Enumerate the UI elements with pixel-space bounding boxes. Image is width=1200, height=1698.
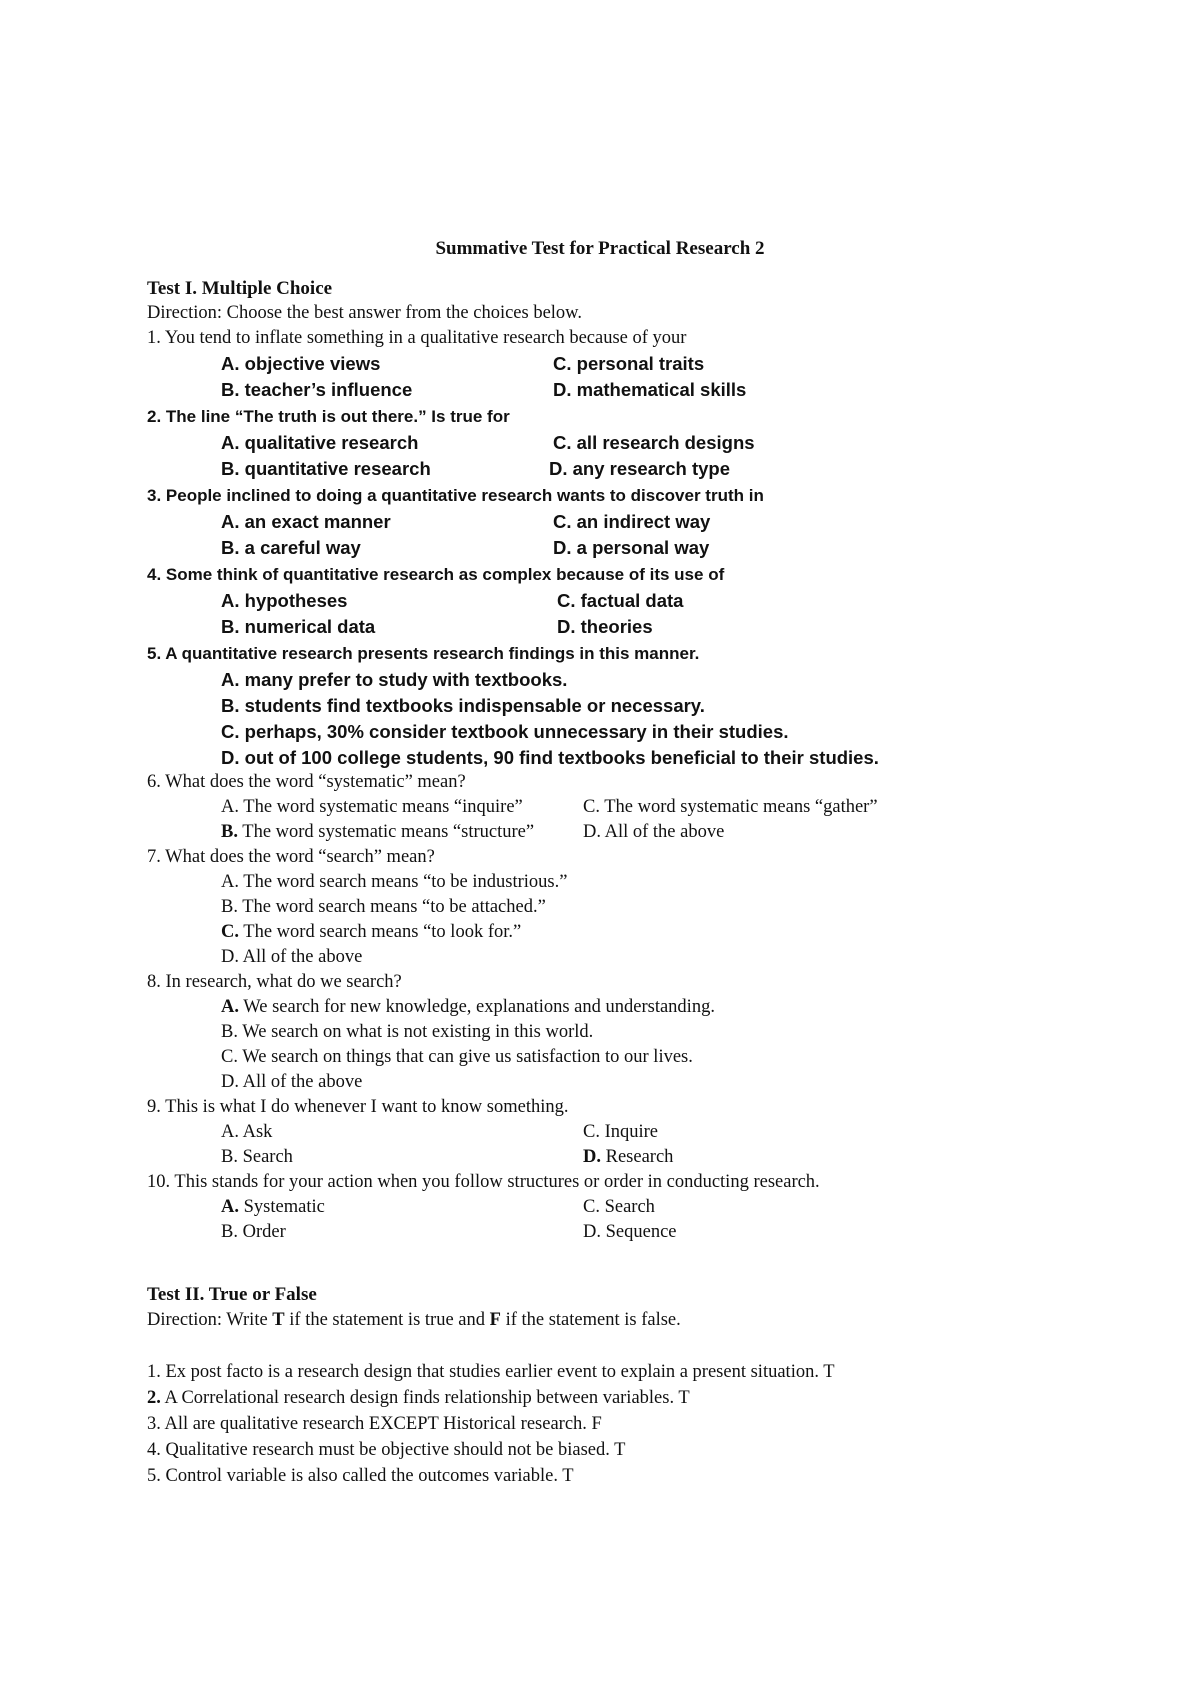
tf-item xyxy=(147,1412,602,1436)
q6-option-d: D. All of the above xyxy=(583,822,725,842)
q2-option-a: A. qualitative research xyxy=(221,432,419,453)
q10-option-c: C. Search xyxy=(583,1197,655,1217)
tf-item-number: 5. xyxy=(147,1466,161,1486)
q4-option-b: B. numerical data xyxy=(221,616,376,637)
q7-option-c-text: The word search means “to look for.” xyxy=(243,922,522,942)
q7-answer-letter: C. xyxy=(221,922,239,942)
question-3: 3. People inclined to doing a quantitative research wants to discover truth in xyxy=(147,486,764,505)
q8-option-b: B. We search on what is not existing in this world. xyxy=(221,1022,594,1042)
tf-item-text: All are qualitative research EXCEPT Historical research. F xyxy=(160,1414,602,1434)
q7-option-c xyxy=(221,920,521,944)
q9-option-c: C. Inquire xyxy=(583,1122,659,1142)
q8-option-d: D. All of the above xyxy=(221,1072,363,1092)
q9-option-d xyxy=(583,1145,673,1169)
tf-item-number: 1. xyxy=(147,1362,161,1382)
tf-item-number: 2. xyxy=(147,1388,161,1408)
q6-option-b xyxy=(221,820,534,844)
q7-option-b: B. The word search means “to be attached.” xyxy=(221,897,546,917)
tf-item-text: A Correlational research design finds relationship between variables. T xyxy=(160,1388,690,1408)
question-1: 1. You tend to inflate something in a qualitative research because of your xyxy=(147,328,687,348)
direction-text-3: if the statement is false. xyxy=(500,1310,681,1330)
false-letter: F xyxy=(489,1310,501,1330)
q3-option-d: D. a personal way xyxy=(553,537,710,558)
question-4: 4. Some think of quantitative research as complex because of its use of xyxy=(147,565,725,584)
tf-item xyxy=(147,1386,690,1410)
test2-direction xyxy=(147,1308,681,1332)
q8-option-a xyxy=(221,995,715,1019)
q3-option-a: A. an exact manner xyxy=(221,511,391,532)
tf-item xyxy=(147,1464,574,1488)
tf-item-number: 3. xyxy=(147,1414,161,1434)
question-5: 5. A quantitative research presents research findings in this manner. xyxy=(147,644,700,663)
q3-option-b: B. a careful way xyxy=(221,537,361,558)
tf-item-text: Ex post facto is a research design that studies earlier event to explain a present situation. T xyxy=(160,1362,835,1382)
q1-option-d: D. mathematical skills xyxy=(553,379,747,400)
q9-answer-letter: D. xyxy=(583,1147,601,1167)
q5-option-b: B. students find textbooks indispensable or necessary. xyxy=(221,695,705,716)
q7-option-d: D. All of the above xyxy=(221,947,363,967)
test1-direction: Direction: Choose the best answer from the choices below. xyxy=(147,303,582,323)
question-2: 2. The line “The truth is out there.” Is true for xyxy=(147,407,510,426)
q2-option-c: C. all research designs xyxy=(553,432,755,453)
q5-option-a: A. many prefer to study with textbooks. xyxy=(221,669,568,690)
question-7: 7. What does the word “search” mean? xyxy=(147,847,435,867)
q7-option-a: A. The word search means “to be industrious.” xyxy=(221,872,568,892)
q10-option-a xyxy=(221,1195,325,1219)
tf-item xyxy=(147,1438,625,1462)
q4-option-d: D. theories xyxy=(557,616,653,637)
q10-option-d: D. Sequence xyxy=(583,1222,677,1242)
q1-option-b: B. teacher’s influence xyxy=(221,379,413,400)
q10-answer-letter: A. xyxy=(221,1197,239,1217)
direction-text-2: if the statement is true and xyxy=(284,1310,490,1330)
q6-option-b-text: The word systematic means “structure” xyxy=(242,822,535,842)
question-6: 6. What does the word “systematic” mean? xyxy=(147,772,466,792)
q9-option-d-text: Research xyxy=(605,1147,674,1167)
q5-option-d: D. out of 100 college students, 90 find textbooks beneficial to their studies. xyxy=(221,747,879,768)
page-title: Summative Test for Practical Research 2 xyxy=(435,238,765,259)
q10-option-a-text: Systematic xyxy=(243,1197,325,1217)
q9-option-b: B. Search xyxy=(221,1147,293,1167)
q8-option-c: C. We search on things that can give us satisfaction to our lives. xyxy=(221,1047,693,1067)
q3-option-c: C. an indirect way xyxy=(553,511,711,532)
q6-option-c: C. The word systematic means “gather” xyxy=(583,797,878,817)
tf-item xyxy=(147,1360,835,1384)
q4-option-c: C. factual data xyxy=(557,590,684,611)
q6-answer-letter: B. xyxy=(221,822,238,842)
tf-item-text: Qualitative research must be objective should not be biased. T xyxy=(160,1440,626,1460)
question-10: 10. This stands for your action when you follow structures or order in conducting research. xyxy=(147,1172,820,1192)
q8-answer-letter: A. xyxy=(221,997,239,1017)
true-letter: T xyxy=(272,1310,285,1330)
q8-option-a-text: We search for new knowledge, explanations and understanding. xyxy=(243,997,715,1017)
tf-item-number: 4. xyxy=(147,1440,161,1460)
direction-text-1: Direction: Write xyxy=(147,1310,273,1330)
q1-option-a: A. objective views xyxy=(221,353,381,374)
q5-option-c: C. perhaps, 30% consider textbook unnecessary in their studies. xyxy=(221,721,789,742)
q4-option-a: A. hypotheses xyxy=(221,590,348,611)
question-9: 9. This is what I do whenever I want to know something. xyxy=(147,1097,569,1117)
q10-option-b: B. Order xyxy=(221,1222,286,1242)
q6-option-a: A. The word systematic means “inquire” xyxy=(221,797,523,817)
tf-item-text: Control variable is also called the outcomes variable. T xyxy=(160,1466,574,1486)
q1-option-c: C. personal traits xyxy=(553,353,705,374)
q2-option-b: B. quantitative research xyxy=(221,458,431,479)
question-8: 8. In research, what do we search? xyxy=(147,972,402,992)
test2-heading: Test II. True or False xyxy=(147,1284,317,1305)
test1-heading: Test I. Multiple Choice xyxy=(147,278,333,299)
q2-option-d: D. any research type xyxy=(549,458,730,479)
q9-option-a: A. Ask xyxy=(221,1122,273,1142)
